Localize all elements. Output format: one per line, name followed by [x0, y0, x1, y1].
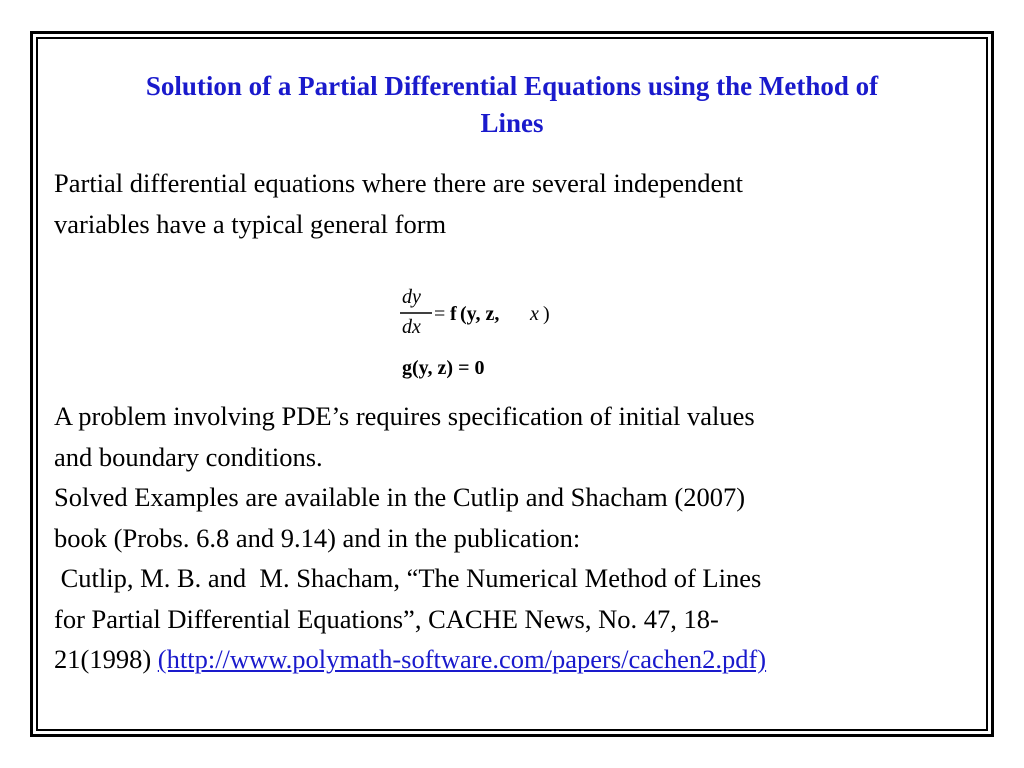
slide-title-line-2: Lines [480, 108, 544, 138]
intro-line-2: variables have a typical general form [54, 208, 447, 239]
body-line-6: for Partial Differential Equations”, CACHE News, No. 47, 18- [54, 603, 719, 634]
eq1-numerator: dy [402, 286, 421, 308]
intro-paragraph [54, 163, 984, 244]
eq1-close: ) [543, 303, 550, 325]
paper-link[interactable]: (http://www.polymath-software.com/papers/cachen2.pdf) [157, 644, 767, 674]
eq1-denominator: dx [402, 316, 421, 338]
body-paragraph [54, 396, 984, 680]
body-line-2: and boundary conditions. [54, 441, 323, 472]
equation-image [398, 282, 568, 382]
body-line-5: Cutlip, M. B. and M. Shacham, “The Numerical Method of Lines [54, 563, 762, 593]
equation-svg [398, 282, 568, 382]
body-line-3: Solved Examples are available in the Cutlip and Shacham (2007) [54, 482, 746, 512]
body-line-1: A problem involving PDE’s requires specification of initial values [54, 401, 755, 431]
intro-line-1: Partial differential equations where there are several independent [54, 168, 743, 198]
body-line-7 [54, 639, 984, 680]
slide-title [40, 68, 984, 142]
eq2: g(y, z) = 0 [402, 357, 485, 379]
eq1-equals: = [434, 303, 446, 325]
slide-title-line-1: Solution of a Partial Differential Equations using the Method of [145, 71, 879, 101]
eq1-x: x [530, 303, 539, 325]
body-line-4: book (Probs. 6.8 and 9.14) and in the publication: [54, 522, 581, 553]
eq1-f: f [450, 303, 457, 325]
citation-end: 21(1998) [54, 644, 158, 674]
eq1-args: (y, z, [460, 303, 500, 325]
